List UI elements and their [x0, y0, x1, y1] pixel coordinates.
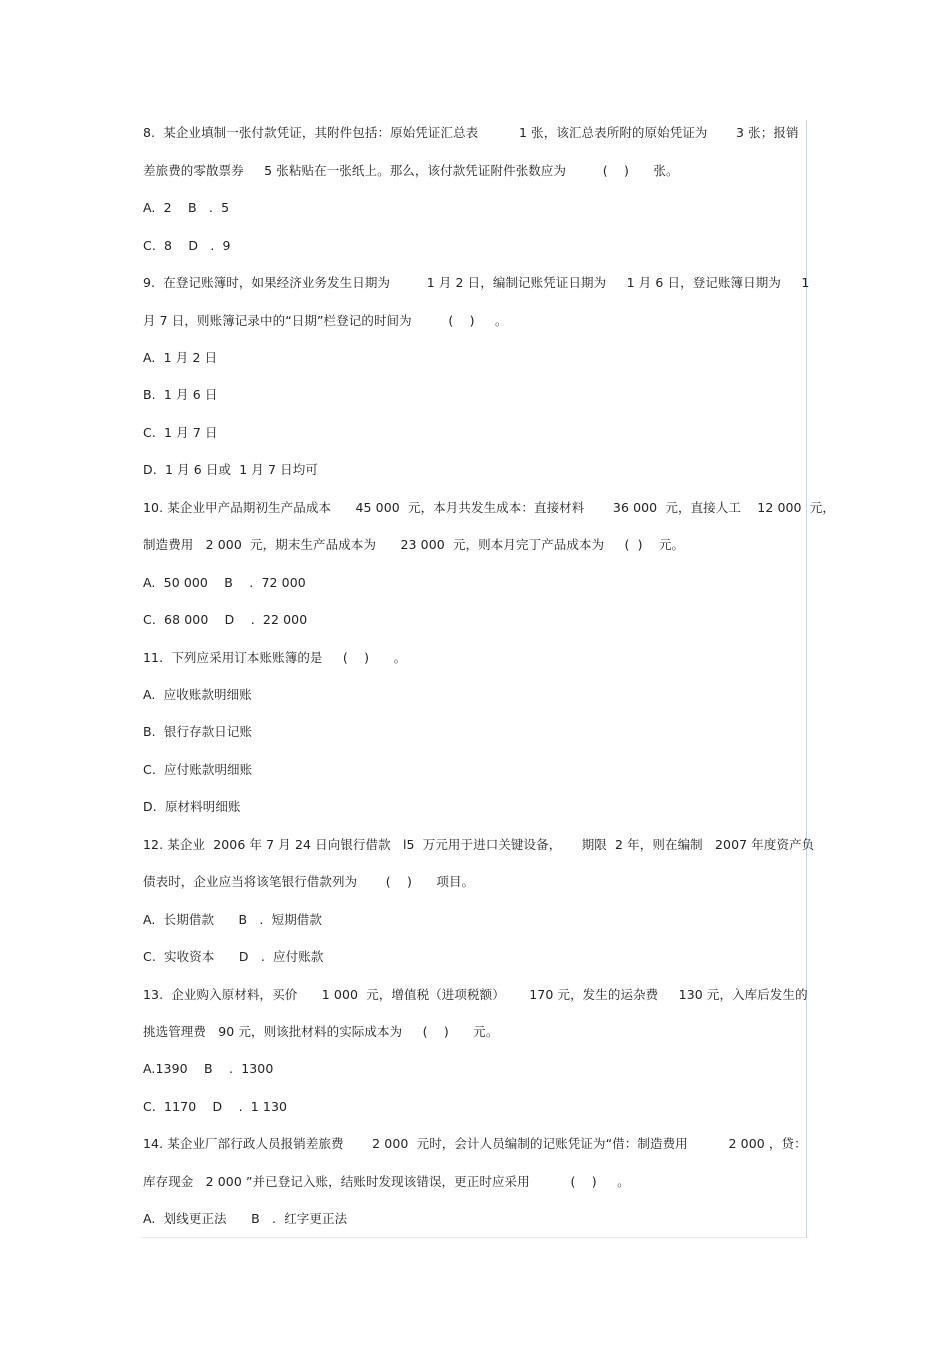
question-13-options-cd: C. 1170 D . 1 130 [143, 1099, 288, 1114]
question-11-option-b: B. 银行存款日记账 [143, 724, 253, 739]
question-10-options-ab: A. 50 000 B . 72 000 [143, 575, 306, 590]
question-8-text-line-1: 8. 某企业填制一张付款凭证，其附件包括：原始凭证汇总表 1 张，该汇总表所附的原始凭证为 3 张；报销 [143, 125, 799, 140]
question-14-text-line-1: 14. 某企业厂部行政人员报销差旅费 2 000 元时，会计人员编制的记账凭证为“借：制造费用 2 000 ，贷： [143, 1136, 807, 1151]
question-11-option-c: C. 应付账款明细账 [143, 762, 253, 777]
question-12-text-line-2: 债表时，企业应当将该笔银行借款列为 ( ) 项目。 [143, 874, 475, 889]
question-10-options-cd: C. 68 000 D . 22 000 [143, 612, 308, 627]
question-12-options-ab: A. 长期借款 B . 短期借款 [143, 912, 323, 927]
question-8-options-cd: C. 8 D . 9 [143, 238, 231, 253]
question-8-text-line-2: 差旅费的零散票券 5 张粘贴在一张纸上。那么，该付款凭证附件张数应为 ( ) 张。 [143, 163, 679, 178]
question-12-text-line-1: 12. 某企业 2006 年 7 月 24 日向银行借款 l5 万元用于进口关键设备， 期限 2 年，则在编制 2007 年度资产负 [143, 837, 815, 852]
question-11-option-a: A. 应收账款明细账 [143, 687, 252, 702]
question-13-options-ab: A.1390 B . 1300 [143, 1061, 274, 1076]
question-8-options-ab: A. 2 B . 5 [143, 200, 230, 215]
question-9-option-c: C. 1 月 7 日 [143, 425, 218, 440]
question-9-text-line-2: 月 7 日，则账簿记录中的“日期”栏登记的时间为 ( ) 。 [143, 313, 508, 328]
question-14-text-line-2: 库存现金 2 000 ”并已登记入账，结账时发现该错误，更正时应采用 ( ) 。 [143, 1174, 630, 1189]
question-10-text-line-1: 10. 某企业甲产品期初生产品成本 45 000 元，本月共发生成本：直接材料 36 000 元，直接人工 12 000 元， [143, 500, 835, 515]
question-9-option-d: D. 1 月 6 日或 1 月 7 日均可 [143, 462, 318, 477]
question-9-option-b: B. 1 月 6 日 [143, 387, 218, 402]
question-9-option-a: A. 1 月 2 日 [143, 350, 218, 365]
question-11-text: 11. 下列应采用订本账账簿的是 ( ) 。 [143, 650, 407, 665]
question-12-options-cd: C. 实收资本 D . 应付账款 [143, 949, 324, 964]
question-14-options-ab: A. 划线更正法 B . 红字更正法 [143, 1211, 348, 1226]
question-11-option-d: D. 原材料明细账 [143, 799, 241, 814]
question-10-text-line-2: 制造费用 2 000 元，期末生产品成本为 23 000 元，则本月完丁产品成本为 ( ) 元。 [143, 537, 685, 552]
question-13-text-line-1: 13. 企业购入原材料，买价 1 000 元，增值税（进项税额） 170 元，发生的运杂费 130 元，入库后发生的 [143, 987, 808, 1002]
question-13-text-line-2: 挑选管理费 90 元，则该批材料的实际成本为 ( ) 元。 [143, 1024, 499, 1039]
question-9-text-line-1: 9. 在登记账簿时，如果经济业务发生日期为 1 月 2 日，编制记账凭证日期为 1 月 6 日，登记账簿日期为 1 [143, 275, 810, 290]
